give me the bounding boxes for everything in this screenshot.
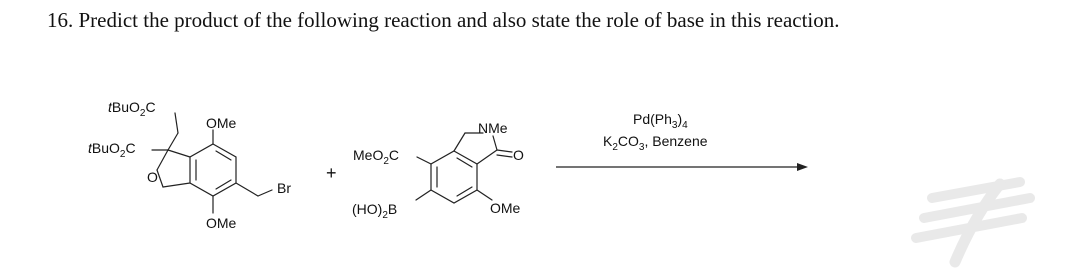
nme-label: NMe — [478, 120, 508, 136]
base-solvent-label: $K_2CO_3$, Benzene — [603, 133, 708, 153]
watermark-mark — [916, 182, 1030, 262]
catalyst-label: $Pd(Ph_3)_4$ — [633, 111, 688, 131]
ome-bottom-label: OMe — [206, 215, 237, 231]
boronic-acid-label: $(HO)_2B$ — [352, 201, 398, 221]
bromine-label: Br — [277, 180, 291, 196]
question-text: 16. Predict the product of the following reaction and also state the role of base in this reaction. — [47, 8, 840, 32]
reaction-arrow — [556, 163, 808, 171]
ome-top-label: OMe — [206, 115, 237, 131]
carbonyl-oxygen-label: O — [513, 147, 524, 163]
ring-oxygen-label: O — [147, 169, 158, 185]
plus-sign: + — [326, 163, 337, 183]
meo2c-label: MeO$_2$C — [353, 147, 400, 167]
ester-left-label: tBuO$_2$C — [88, 140, 136, 160]
ester-top-label: tBuO$_2$C — [108, 99, 156, 119]
reactant-2-structure — [416, 133, 512, 203]
ome-label: OMe — [490, 200, 521, 216]
